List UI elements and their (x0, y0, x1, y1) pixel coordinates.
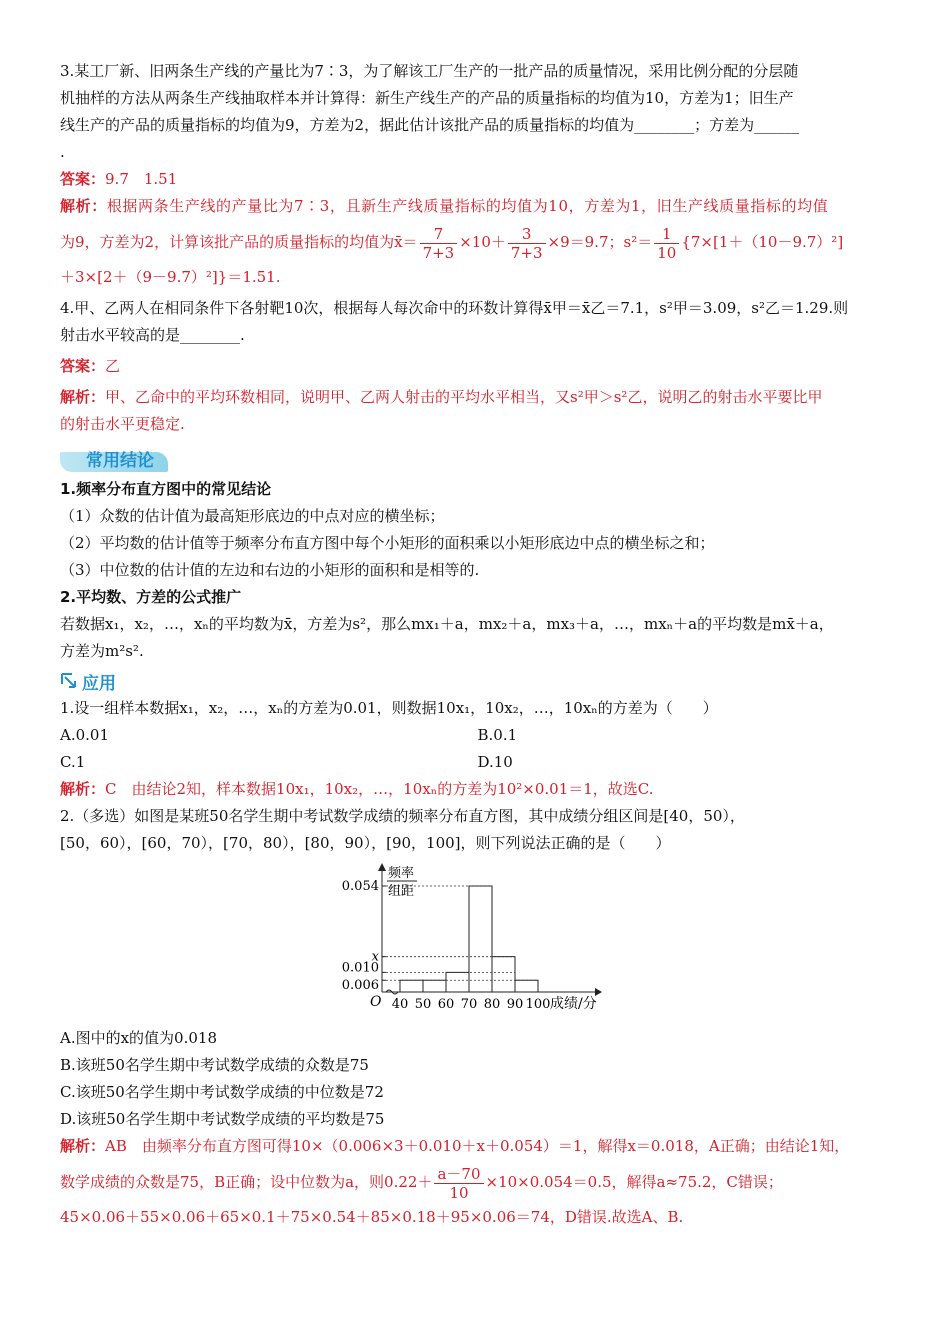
banner-title: 常用结论 (86, 451, 154, 471)
y-label-top: 频率 (388, 866, 415, 881)
analysis-label: 解析： (60, 197, 107, 215)
answer-text: 9.7 1.51 (105, 170, 178, 188)
histogram-bar (515, 980, 538, 992)
q3-analysis-3: ＋3×[2＋（9－9.7）²]}＝1.51. (60, 268, 281, 286)
histogram-bar (469, 886, 492, 992)
x-tick-label: 80 (483, 997, 501, 1012)
q4-answer (60, 353, 895, 380)
histogram-bar (423, 980, 446, 992)
apply-q2-option-d: D.该班50名学生期中考试数学成绩的平均数是75 (60, 1110, 385, 1128)
q3-analysis-2 (60, 220, 895, 264)
y-tick-label: 0.054 (341, 879, 379, 894)
apply-q2-option-c: C.该班50名学生期中考试数学成绩的中位数是72 (60, 1083, 384, 1101)
fraction-denominator: 10 (449, 1183, 469, 1202)
fraction-numerator: 3 (508, 225, 546, 244)
section-banner-conclusions (60, 448, 895, 474)
conclusion-item-3: （3）中位数的估计值的左边和右边的小矩形的面积和是相等的. (60, 561, 480, 579)
answer-label: 答案： (60, 170, 106, 188)
y-tick-label: 0.006 (341, 978, 379, 994)
y-label-bottom: 组距 (388, 884, 415, 899)
analysis-text: {7×[1＋（10－9.7）²] (681, 233, 844, 251)
x-axis-label: 成绩/分 (550, 996, 597, 1012)
option-b: B.0.1 (477, 726, 518, 744)
analysis-text: 数学成绩的众数是75，B正确；设中位数为a，则0.22＋ (60, 1173, 433, 1191)
option-c: C.1 (60, 753, 86, 771)
x-tick-label: 70 (460, 997, 478, 1012)
fraction-denominator: 7+3 (510, 243, 543, 262)
option-d: D.10 (477, 753, 513, 771)
q4-line-1: 4.甲、乙两人在相同条件下各射靶10次，根据每人每次命中的环数计算得x̄甲＝x̄乙＝7.1，s²甲＝3.09，s²乙＝1.29.则 (60, 299, 849, 317)
frequency-histogram (60, 857, 895, 1025)
fraction-numerator: a－70 (434, 1165, 483, 1184)
fraction (420, 225, 458, 262)
x-tick-label: 60 (437, 997, 455, 1012)
q3-line-3: 线生产的产品的质量指标的均值为9，方差为2，据此估计该批产品的质量指标的均值为________；方差为______ (60, 116, 800, 134)
q3-answer (60, 166, 895, 193)
analysis-label: 解析： (60, 780, 106, 798)
analysis-text: ×9＝9.7；s²＝ (547, 233, 653, 251)
document-page (60, 58, 895, 1231)
analysis-label: 解析： (60, 388, 106, 406)
fraction-denominator: 10 (657, 243, 677, 262)
analysis-text: C 由结论2知，样本数据10x₁，10x₂，…，10xₙ的方差为10²×0.01＝1，故选C. (105, 780, 654, 798)
section-banner-apply (60, 667, 895, 695)
apply-q1: 1.设一组样本数据x₁，x₂，…，xₙ的方差为0.01，则数据10x₁，10x₂，…，10xₙ的方差为（ ） (60, 699, 718, 717)
apply-q2-line-2: [50，60），[60，70），[70，80），[80，90），[90，100]，则下列说法正确的是（ ） (60, 834, 671, 852)
q3-line-4: . (60, 143, 65, 161)
conclusion-para-1: 若数据x₁，x₂，…，xₙ的平均数为x̄，方差为s²，那么mx₁＋a，mx₂＋a，mx₃＋a，…，mxₙ＋a的平均数是mx̄＋a， (60, 615, 834, 633)
q3-line-2: 机抽样的方法从两条生产线抽取样本并计算得：新生产线生产的产品的质量指标的均值为10，方差为1；旧生产 (60, 89, 794, 107)
x-tick-label: 50 (414, 997, 432, 1012)
banner-title: 应用 (82, 673, 116, 694)
apply-q2-analysis-1 (60, 1133, 895, 1160)
q4-analysis-2: 的射击水平更稳定. (60, 415, 185, 433)
y-tick-label: x (371, 949, 379, 965)
apply-q1-options-row-1 (60, 722, 895, 749)
apply-q2-line-1: 2.（多选）如图是某班50名学生期中考试数学成绩的频率分布直方图，其中成绩分组区间是[40，50）， (60, 807, 745, 825)
option-a: A.0.01 (60, 726, 109, 744)
x-axis-arrow (595, 988, 602, 996)
apply-q2-option-b: B.该班50名学生期中考试数学成绩的众数是75 (60, 1056, 369, 1074)
apply-q2-analysis-2 (60, 1160, 895, 1204)
q3-analysis-1 (60, 193, 895, 220)
conclusion-heading-1: 1.频率分布直方图中的常见结论 (60, 480, 272, 498)
apply-q1-analysis (60, 776, 895, 803)
conclusion-item-1: （1）众数的估计值为最高矩形底边的中点对应的横坐标； (60, 507, 445, 525)
apply-q2-analysis-3: 45×0.06＋55×0.06＋65×0.1＋75×0.54＋85×0.18＋95×0.06＝74，D错误.故选A、B. (60, 1208, 684, 1226)
analysis-text: 根据两条生产线的产量比为7∶3，且新生产线质量指标的均值为10，方差为1，旧生产线质量指标的均值 (106, 197, 829, 215)
answer-label: 答案： (60, 357, 106, 375)
fraction-numerator: 7 (420, 225, 458, 244)
analysis-label: 解析： (60, 1137, 106, 1155)
histogram-bar (492, 957, 515, 992)
apply-q1-options-row-2 (60, 749, 895, 776)
fraction-numerator: 1 (654, 225, 679, 244)
conclusion-item-2: （2）平均数的估计值等于频率分布直方图中每个小矩形的面积乘以小矩形底边中点的横坐标之和； (60, 534, 715, 552)
conclusion-para-2: 方差为m²s². (60, 642, 144, 660)
apply-q2-option-a: A.图中的x的值为0.018 (60, 1029, 218, 1047)
analysis-text: ×10＋ (459, 233, 506, 251)
analysis-text: ×10×0.054＝0.5，解得a≈75.2，C错误； (485, 1173, 783, 1191)
histogram-bar (446, 972, 469, 992)
conclusion-heading-2: 2.平均数、方差的公式推广 (60, 588, 242, 606)
analysis-text: 甲、乙命中的平均环数相同，说明甲、乙两人射击的平均水平相当，又s²甲＞s²乙，说明乙的射击水平要比甲 (105, 388, 823, 406)
analysis-text: 为9，方差为2，计算该批产品的质量指标的均值为x̄＝ (60, 233, 418, 251)
fraction (654, 225, 679, 262)
histogram-figure (60, 857, 895, 1025)
analysis-text: AB 由频率分布直方图可得10×（0.006×3＋0.010＋x＋0.054）＝1，解得x＝0.018，A正确；由结论1知， (105, 1137, 850, 1155)
answer-text: 乙 (105, 357, 121, 375)
x-tick-label: 40 (391, 997, 409, 1012)
histogram-bar (400, 980, 423, 992)
y-tick-label: 0.010 (341, 960, 379, 976)
y-axis-arrow (378, 863, 386, 871)
q4-line-2: 射击水平较高的是________. (60, 326, 245, 344)
apply-arrow-icon (60, 672, 78, 690)
q3-line-1: 3.某工厂新、旧两条生产线的产量比为7∶3，为了解该工厂生产的一批产品的质量情况，采用比例分配的分层随 (60, 62, 799, 80)
x-tick-label: 100 (525, 997, 551, 1012)
fraction-denominator: 7+3 (422, 243, 455, 262)
origin-label: O (370, 994, 382, 1010)
q4-analysis-1 (60, 384, 895, 411)
x-tick-label: 90 (506, 997, 524, 1012)
fraction (508, 225, 546, 262)
fraction (434, 1165, 483, 1202)
